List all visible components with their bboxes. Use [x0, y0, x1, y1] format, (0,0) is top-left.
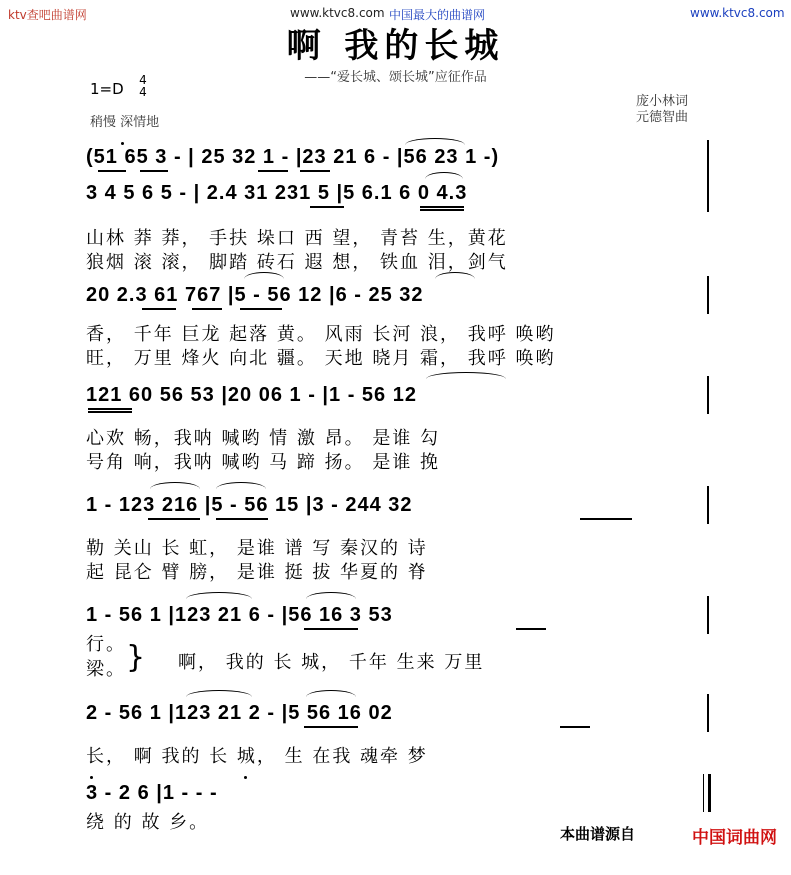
- lyric-line-5-verse-2: 梁。: [86, 659, 126, 680]
- notes-line-3: 121 60 56 53 |20 06 1 - |1 - 56 12: [86, 384, 417, 406]
- footer-source-label: 本曲谱源自: [560, 825, 636, 843]
- barline: [707, 276, 709, 314]
- underline: [148, 518, 200, 520]
- notes-line-5: 1 - 56 1 |123 21 6 - |56 16 3 53: [86, 604, 393, 626]
- staff-line-2: [0, 276, 791, 316]
- slur: [426, 372, 506, 379]
- key-signature: 1=D: [90, 80, 124, 98]
- notes-line-1: 3 4 5 6 5 - | 2.4 31 231 5 |5 6.1 6 0 4.3: [86, 182, 468, 204]
- barline: [707, 140, 709, 178]
- slur: [244, 272, 284, 279]
- underline: [420, 206, 464, 208]
- final-barline-thick: [708, 774, 711, 812]
- barline: [707, 174, 709, 212]
- underline: [310, 206, 344, 208]
- composer-credit: 元德智曲: [636, 110, 689, 125]
- lyric-line-1-verse-2: 狼烟 滚 滚， 脚踏 砖石 遐 想， 铁血 泪，剑气: [86, 252, 508, 273]
- slur: [186, 592, 252, 599]
- slur: [435, 272, 475, 279]
- underline: [240, 308, 282, 310]
- underline: [420, 209, 464, 211]
- high-dot: [244, 776, 247, 779]
- staff-line-3: [0, 376, 791, 416]
- underline: [98, 170, 126, 172]
- lyric-line-5-chorus: 啊， 我的 长 城， 千年 生来 万里: [178, 652, 485, 673]
- lyric-line-5-verse-1: 行。: [86, 634, 126, 655]
- slur: [306, 690, 356, 697]
- slur: [405, 138, 465, 145]
- underline: [258, 170, 288, 172]
- lyricist-credit: 庞小林词: [636, 94, 689, 109]
- watermark-left: ktv查吧曲谱网: [8, 8, 87, 22]
- high-dot: [90, 776, 93, 779]
- underline: [560, 726, 590, 728]
- watermark-center-text: 中国最大的曲谱网: [389, 8, 486, 22]
- tempo-marking: 稍慢 深情地: [90, 115, 160, 130]
- underline: [140, 170, 168, 172]
- slur: [425, 172, 463, 179]
- lyric-line-2-verse-1: 香， 千年 巨龙 起落 黄。 风雨 长河 浪， 我呼 唤哟: [86, 324, 556, 345]
- underline: [300, 170, 330, 172]
- watermark-right: www.ktvc8.com: [690, 6, 785, 20]
- lyric-line-7-verse-1: 绕 的 故 乡。: [86, 812, 210, 833]
- song-subtitle: ——“爱长城、颂长城”应征作品: [304, 70, 487, 85]
- time-signature: [138, 74, 148, 98]
- lyric-line-6-verse-1: 长， 啊 我的 长 城， 生 在我 魂牵 梦: [86, 746, 428, 767]
- barline: [707, 486, 709, 524]
- lyric-line-3-verse-1: 心欢 畅，我呐 喊哟 情 激 昂。 是谁 勾: [86, 428, 441, 449]
- underline: [192, 308, 222, 310]
- underline: [580, 518, 632, 520]
- underline: [516, 628, 546, 630]
- underline: [88, 408, 132, 410]
- high-dot: [121, 142, 124, 145]
- notes-line-6: 2 - 56 1 |123 21 2 - |5 56 16 02: [86, 702, 393, 724]
- watermark-center-url: www.ktvc8.com: [290, 6, 385, 20]
- underline: [304, 628, 358, 630]
- barline: [707, 596, 709, 634]
- underline: [88, 411, 132, 413]
- underline: [216, 518, 268, 520]
- lyric-line-1-verse-1: 山林 莽 莽， 手扶 垛口 西 望， 青苔 生，黄花: [86, 228, 508, 249]
- staff-line-6: [0, 694, 791, 734]
- barline: [707, 694, 709, 732]
- notes-line-4: 1 - 123 216 |5 - 56 15 |3 - 244 32: [86, 494, 413, 516]
- notes-line-7: 3 - 2 6 |1 - - -: [86, 782, 218, 804]
- lyric-line-4-verse-1: 勒 关山 长 虹， 是谁 谱 写 秦汉的 诗: [86, 538, 428, 559]
- lyric-line-4-verse-2: 起 昆仑 臂 膀， 是谁 挺 拔 华夏的 脊: [86, 562, 428, 583]
- notes-line-2: 20 2.3 61 767 |5 - 56 12 |6 - 25 32: [86, 284, 424, 306]
- song-title: 啊 我的长城: [286, 26, 505, 66]
- slur: [306, 592, 356, 599]
- time-signature-bottom: 4: [139, 85, 147, 99]
- verse-brace: }: [126, 640, 146, 675]
- lyric-line-3-verse-2: 号角 响，我呐 喊哟 马 蹄 扬。 是谁 挽: [86, 452, 441, 473]
- underline: [304, 726, 358, 728]
- lyric-line-2-verse-2: 旺， 万里 烽火 向北 疆。 天地 晓月 霜， 我呼 唤哟: [86, 348, 556, 369]
- final-barline-thin: [703, 774, 704, 812]
- footer-source-site[interactable]: 中国词曲网: [692, 828, 777, 848]
- barline: [707, 376, 709, 414]
- notes-line-0: (51 65 3 - | 25 32 1 - |23 21 6 - |56 23 1 -): [86, 146, 500, 168]
- slur: [150, 482, 200, 489]
- slur: [216, 482, 266, 489]
- staff-line-1: [0, 174, 791, 214]
- underline: [142, 308, 176, 310]
- staff-line-4: [0, 486, 791, 526]
- time-signature-top: 4: [139, 73, 147, 87]
- slur: [186, 690, 252, 697]
